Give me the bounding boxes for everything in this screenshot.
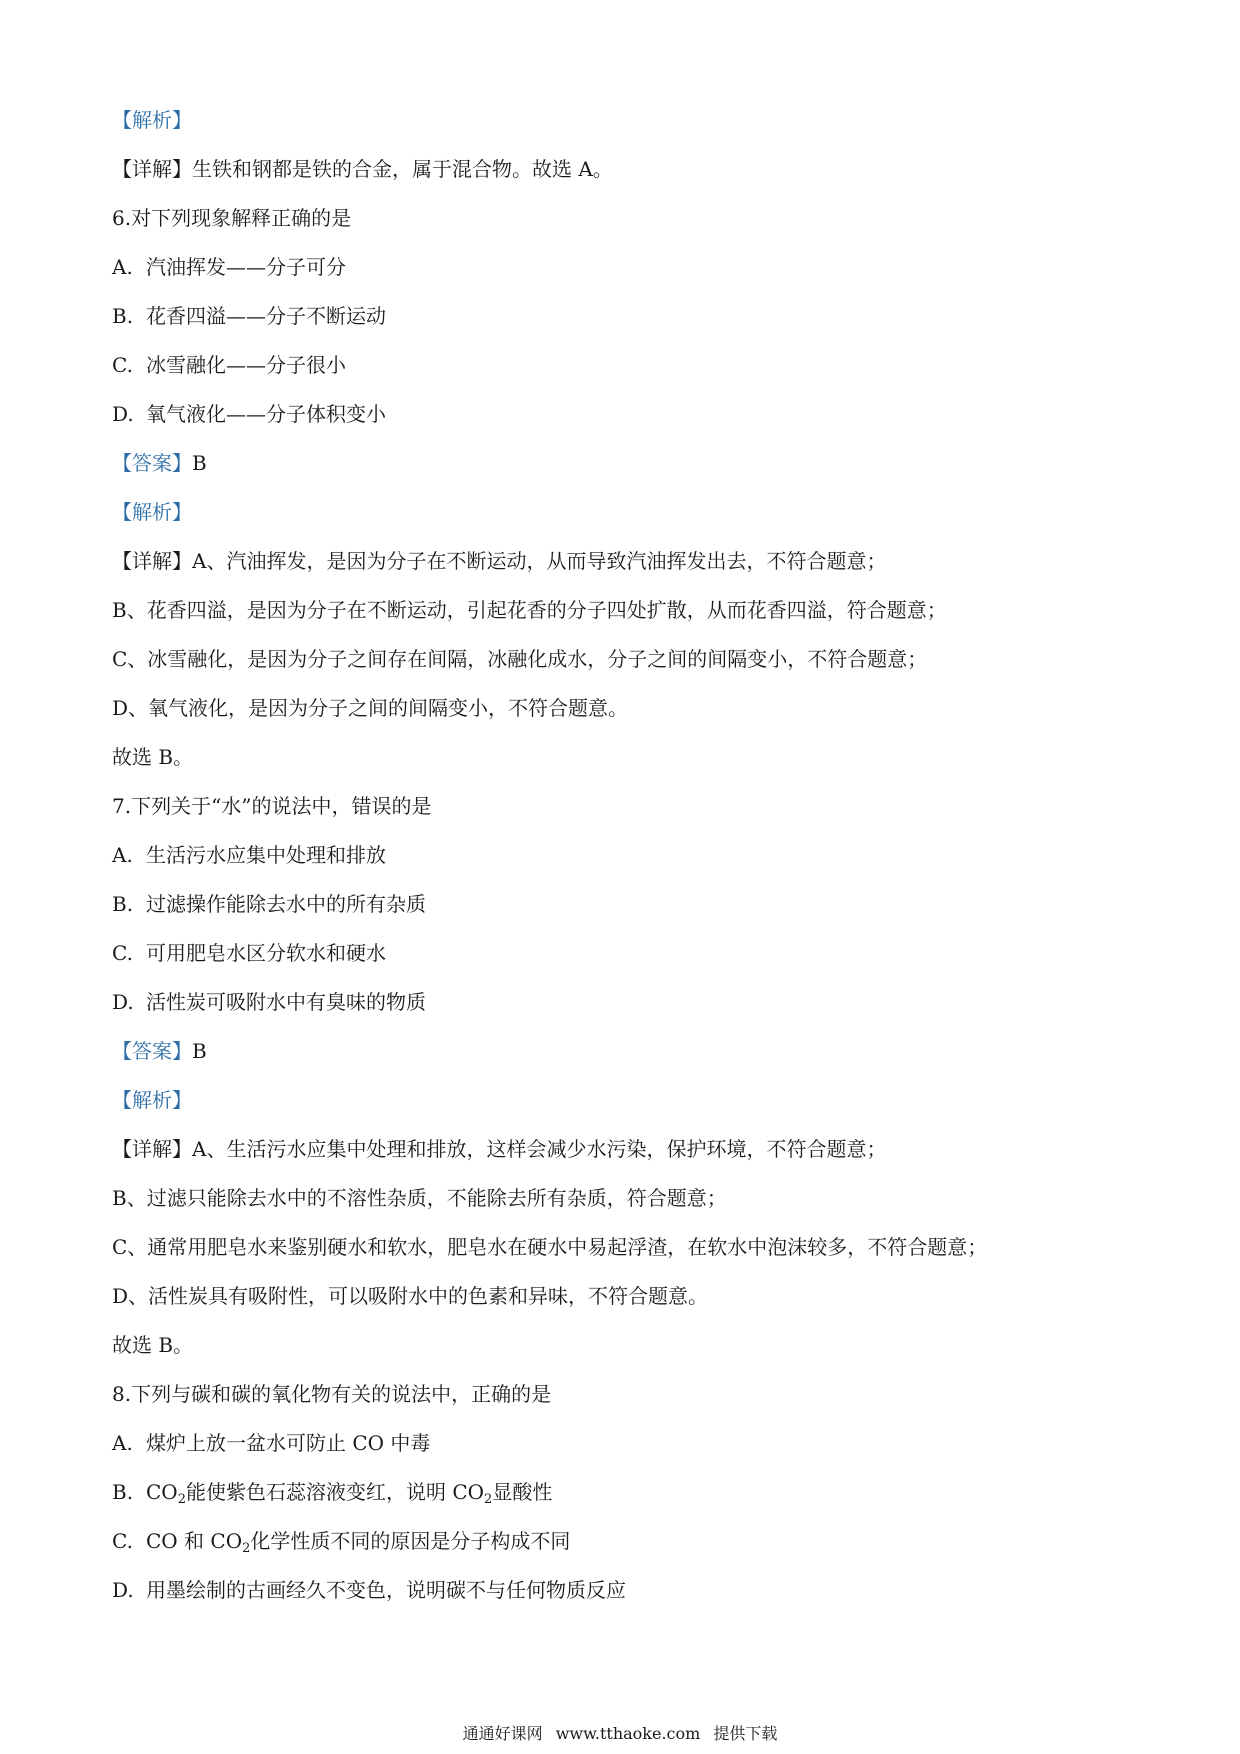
question-6-option-d: [112, 390, 1132, 439]
option-text: 用墨绘制的古画经久不变色，说明碳不与任何物质反应: [146, 1578, 626, 1602]
formula-text: CO: [146, 1480, 178, 1504]
option-letter: B.: [112, 304, 134, 328]
question-text: 8.下列与碳和碳的氧化物有关的说法中，正确的是: [112, 1382, 552, 1406]
question-text: 6.对下列现象解释正确的是: [112, 206, 352, 230]
explanation-text: C、冰雪融化，是因为分子之间存在间隔，冰融化成水，分子之间的间隔变小，不符合题意；: [112, 647, 928, 671]
question-7-option-c: [112, 929, 1132, 978]
question-8-stem: [112, 1370, 1132, 1419]
subscript: 2: [242, 1541, 251, 1556]
question-6-stem: [112, 194, 1132, 243]
question-6-explanation-4: [112, 684, 1132, 733]
explanation-tag: 【详解】: [112, 549, 192, 573]
question-7-explanation-4: [112, 1272, 1132, 1321]
question-7-analysis-heading: [112, 1076, 1132, 1125]
question-6-explanation-1: [112, 537, 1132, 586]
option-letter: D.: [112, 402, 134, 426]
footer-site-name: 通通好课网: [462, 1724, 543, 1743]
question-7-answer: [112, 1027, 1132, 1076]
option-letter: D.: [112, 1578, 134, 1602]
option-letter: A.: [112, 255, 133, 279]
answer-tag: 【答案】: [112, 451, 192, 475]
question-8-option-b: [112, 1468, 1132, 1517]
option-text: 化学性质不同的原因是分子构成不同: [250, 1529, 571, 1553]
option-text: 能使紫色石蕊溶液变红，说明 CO: [185, 1480, 485, 1504]
subscript: 2: [484, 1492, 493, 1507]
option-text: 花香四溢——分子不断运动: [146, 304, 386, 328]
question-6-analysis-heading: [112, 488, 1132, 537]
option-letter: D.: [112, 990, 134, 1014]
answer-text: B: [192, 451, 207, 475]
option-text: 活性炭可吸附水中有臭味的物质: [146, 990, 426, 1014]
question-8-option-d: [112, 1566, 1132, 1615]
option-text: 生活污水应集中处理和排放: [146, 843, 386, 867]
question-8-option-a: [112, 1419, 1132, 1468]
question-6-explanation-2: [112, 586, 1132, 635]
question-7-option-b: [112, 880, 1132, 929]
conclusion-text: 故选 B。: [112, 745, 194, 769]
answer-tag: 【答案】: [112, 1039, 192, 1063]
explanation-text: D、氧气液化，是因为分子之间的间隔变小，不符合题意。: [112, 696, 629, 720]
footer-note: 提供下载: [713, 1724, 778, 1743]
conclusion-text: 故选 B。: [112, 1333, 194, 1357]
question-7-conclusion: [112, 1321, 1132, 1370]
question-text: 7.下列关于“水”的说法中，错误的是: [112, 794, 432, 818]
explanation-text: B、花香四溢，是因为分子在不断运动，引起花香的分子四处扩散，从而花香四溢，符合题意；: [112, 598, 947, 622]
question-6-explanation-3: [112, 635, 1132, 684]
explanation-tag: 【详解】: [112, 157, 192, 181]
question-6-option-b: [112, 292, 1132, 341]
question-7-explanation-2: [112, 1174, 1132, 1223]
option-letter: C.: [112, 1529, 133, 1553]
analysis-tag: 【解析】: [112, 108, 192, 132]
option-text: 可用肥皂水区分软水和硬水: [146, 941, 386, 965]
question-7-stem: [112, 782, 1132, 831]
explanation-tag: 【详解】: [112, 1137, 192, 1161]
analysis-tag: 【解析】: [112, 1088, 192, 1112]
question-8-option-c: [112, 1517, 1132, 1566]
option-text: 煤炉上放一盆水可防止 CO 中毒: [146, 1431, 431, 1455]
page-footer: [0, 1721, 1240, 1744]
question-7-option-d: [112, 978, 1132, 1027]
question-6-answer: [112, 439, 1132, 488]
question-6-conclusion: [112, 733, 1132, 782]
option-letter: A.: [112, 1431, 133, 1455]
explanation-text: D、活性炭具有吸附性，可以吸附水中的色素和异味，不符合题意。: [112, 1284, 709, 1308]
option-letter: C.: [112, 353, 133, 377]
option-text: 过滤操作能除去水中的所有杂质: [146, 892, 426, 916]
formula-text: CO 和 CO: [146, 1529, 243, 1553]
option-letter: B.: [112, 892, 134, 916]
question-6-option-c: [112, 341, 1132, 390]
question-7-option-a: [112, 831, 1132, 880]
option-text: 汽油挥发——分子可分: [146, 255, 346, 279]
explanation-text: A、汽油挥发，是因为分子在不断运动，从而导致汽油挥发出去，不符合题意；: [192, 549, 887, 573]
analysis-heading: [112, 96, 1132, 145]
option-text: 显酸性: [492, 1480, 553, 1504]
question-7-explanation-1: [112, 1125, 1132, 1174]
explanation-text: C、通常用肥皂水来鉴别硬水和软水，肥皂水在硬水中易起浮渣，在软水中泡沫较多，不符合题意；: [112, 1235, 988, 1259]
explanation-text: 生铁和钢都是铁的合金，属于混合物。故选 A。: [192, 157, 613, 181]
answer-text: B: [192, 1039, 207, 1063]
question-6-option-a: [112, 243, 1132, 292]
subscript: 2: [177, 1492, 186, 1507]
option-letter: B.: [112, 1480, 134, 1504]
option-text: 氧气液化——分子体积变小: [146, 402, 386, 426]
option-text: 冰雪融化——分子很小: [146, 353, 346, 377]
footer-url[interactable]: www.tthaoke.com: [555, 1724, 701, 1743]
explanation-text: B、过滤只能除去水中的不溶性杂质，不能除去所有杂质，符合题意；: [112, 1186, 727, 1210]
analysis-tag: 【解析】: [112, 500, 192, 524]
explanation-text: A、生活污水应集中处理和排放，这样会减少水污染，保护环境，不符合题意；: [192, 1137, 887, 1161]
option-letter: A.: [112, 843, 133, 867]
document-page: [112, 96, 1132, 1615]
explanation-line: [112, 145, 1132, 194]
question-7-explanation-3: [112, 1223, 1132, 1272]
option-letter: C.: [112, 941, 133, 965]
